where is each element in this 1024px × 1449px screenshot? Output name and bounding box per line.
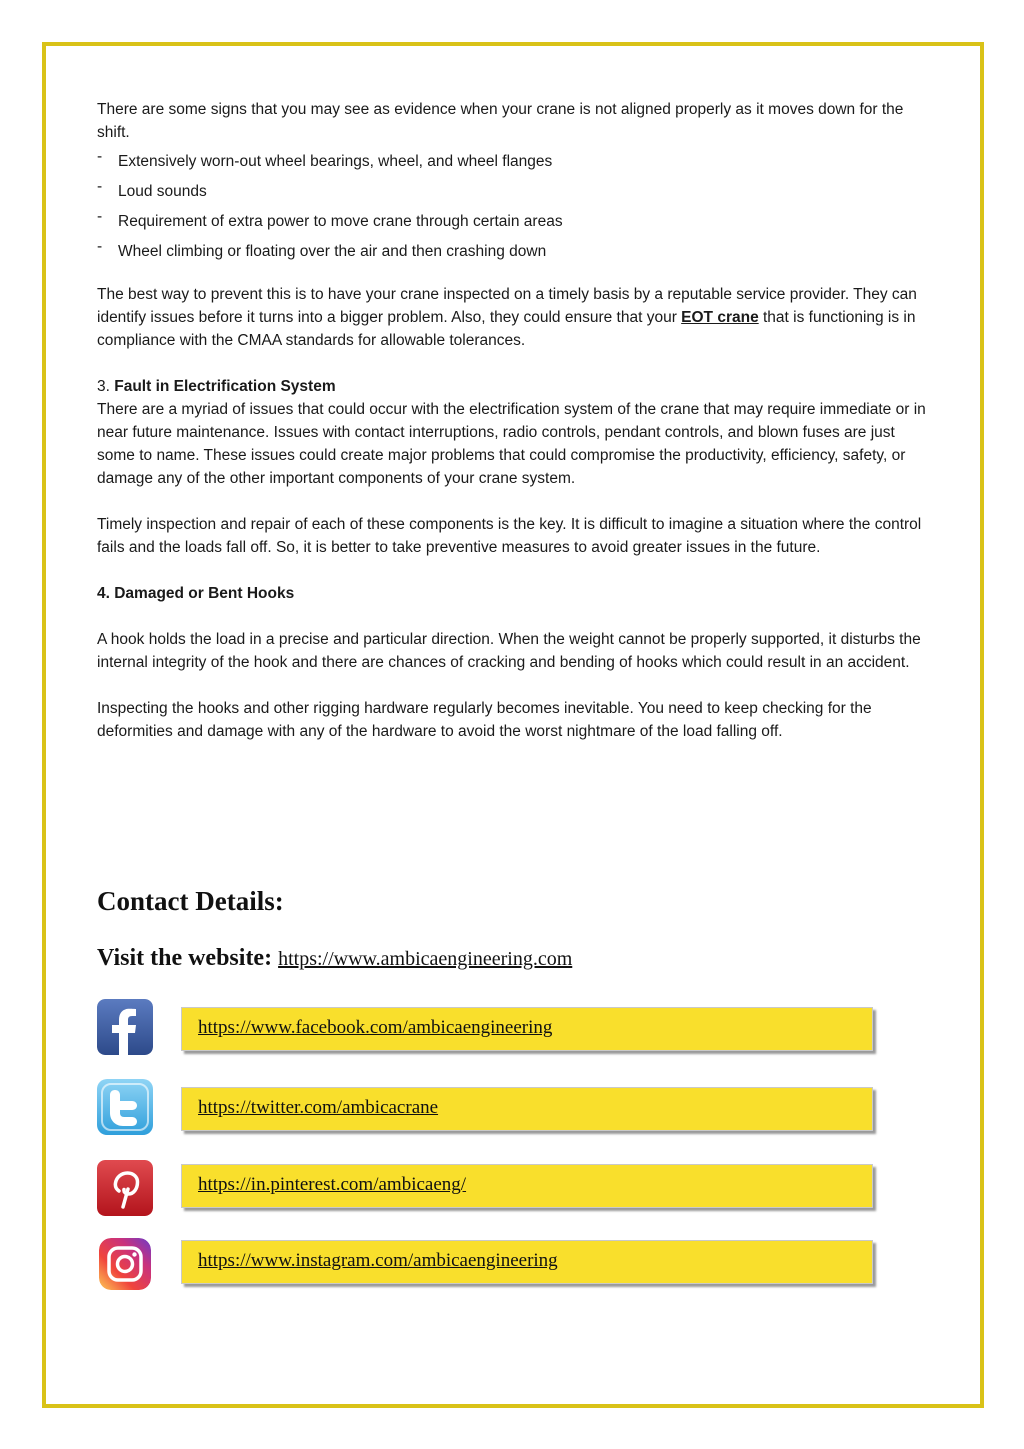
list-item: - Requirement of extra power to move crane through certain areas — [97, 207, 927, 237]
dash-bullet: - — [97, 208, 103, 225]
pinterest-link-box — [181, 1164, 873, 1208]
website-line — [97, 945, 572, 972]
instagram-link[interactable]: https://www.instagram.com/ambicaengineering — [198, 1250, 558, 1271]
section3-heading: 3. Fault in Electrification System — [97, 378, 336, 395]
facebook-icon[interactable] — [97, 999, 153, 1055]
twitter-link[interactable]: https://twitter.com/ambicacrane — [198, 1097, 439, 1118]
list-item: - Loud sounds — [97, 177, 927, 207]
prevent-paragraph: The best way to prevent this is to have your crane inspected on a timely basis by a reputable service provider. They can identify issues before it turns into a bigger problem. Also, they could ensure that your EOT crane that is functioning is in compliance with the CMAA standards for allowable tolerances. — [97, 286, 917, 349]
website-link[interactable]: https://www.ambicaengineering.com — [278, 948, 573, 970]
eot-crane-link[interactable]: EOT crane — [681, 309, 759, 326]
dash-bullet: - — [97, 238, 103, 255]
twitter-icon[interactable] — [97, 1079, 153, 1135]
contact-title: Contact Details: — [97, 886, 284, 916]
section4-paragraph: A hook holds the load in a precise and particular direction. When the weight cannot be properly supported, it disturbs the internal integrity of the hook and there are chances of cracking and bending of hooks which could result in an accident. — [97, 631, 921, 671]
social-row-pinterest — [97, 1160, 877, 1220]
social-row-facebook — [97, 999, 877, 1059]
pinterest-link[interactable]: https://in.pinterest.com/ambicaeng/ — [198, 1174, 467, 1195]
twitter-link-box — [181, 1087, 873, 1131]
instagram-link-box — [181, 1240, 873, 1284]
pinterest-icon[interactable] — [97, 1160, 153, 1216]
social-row-instagram — [97, 1238, 877, 1298]
dash-bullet: - — [97, 178, 103, 195]
website-label: Visit the website: — [97, 945, 273, 971]
signs-list — [97, 147, 927, 267]
section4-paragraph-2: Inspecting the hooks and other rigging hardware regularly becomes inevitable. You need to keep checking for the deformities and damage with any of the hardware to avoid the worst nightmare of the load falling off. — [97, 700, 872, 740]
instagram-icon[interactable] — [99, 1238, 151, 1290]
intro-paragraph: There are some signs that you may see as evidence when your crane is not aligned properly as it moves down for the shift. — [97, 101, 904, 141]
section3-paragraph: There are a myriad of issues that could occur with the electrification system of the crane that may require immediate or in near future maintenance. Issues with contact interruptions, radio controls, pendant controls, and blown fuses are just some to name. These issues could create major problems that could compromise the productivity, efficiency, safety, or damage any of the other important components of your crane system. — [97, 401, 926, 487]
document-body — [97, 98, 927, 743]
list-item: - Wheel climbing or floating over the air and then crashing down — [97, 237, 927, 267]
facebook-link-box — [181, 1007, 873, 1051]
social-row-twitter — [97, 1079, 877, 1139]
facebook-link[interactable]: https://www.facebook.com/ambicaengineering — [198, 1017, 553, 1038]
section4-heading: 4. Damaged or Bent Hooks — [97, 585, 295, 602]
dash-bullet: - — [97, 148, 103, 165]
section3-paragraph-2: Timely inspection and repair of each of these components is the key. It is difficult to imagine a situation where the control fails and the loads fall off. So, it is better to take preventive measures to avoid greater issues in the future. — [97, 516, 922, 556]
list-item: - Extensively worn-out wheel bearings, wheel, and wheel flanges — [97, 147, 927, 177]
